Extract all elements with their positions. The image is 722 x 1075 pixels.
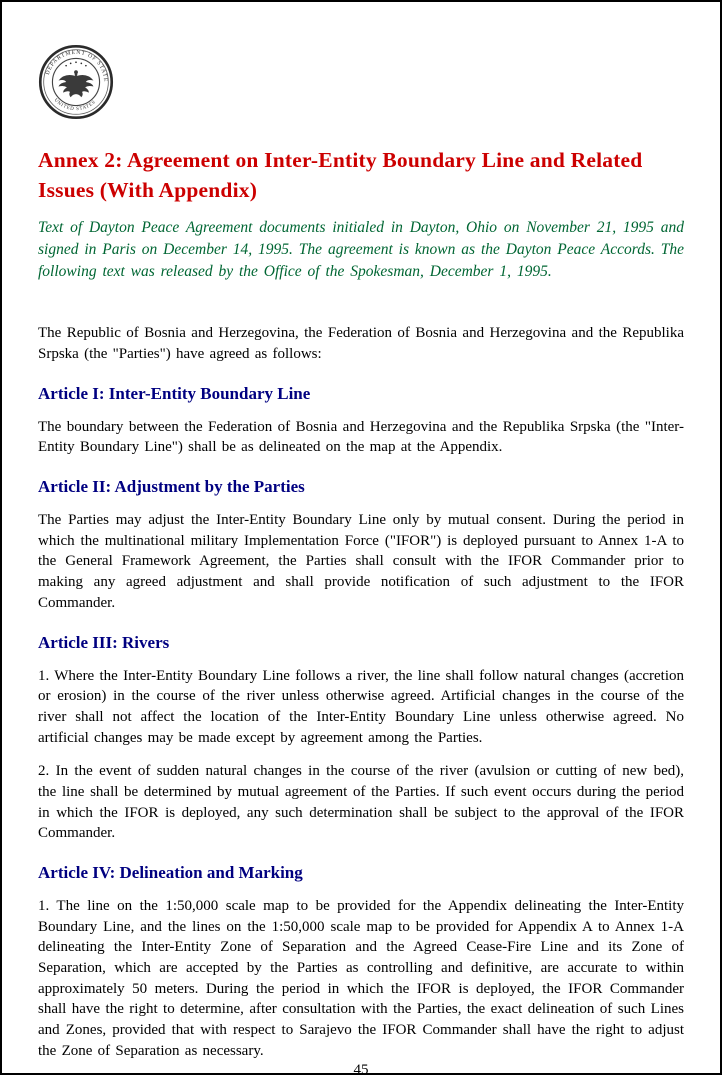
article-4-heading: Article IV: Delineation and Marking <box>38 863 303 882</box>
article-2-paragraph-1: The Parties may adjust the Inter-Entity Boundary Line only by mutual consent. During the period in which the multinational military Implementation Force ("IFOR") is deployed pursuant to Annex 1-A to the General Framework Agreement, the Parties shall consult with the IFOR Commander prior to making any agreed adjustment and shall provide notification of such adjustment to the IFOR Commander. <box>38 512 684 611</box>
seal-graphic <box>38 44 114 120</box>
article-3-paragraph-2: 2. In the event of sudden natural changes in the course of the river (avulsion or cutting of new bed), the line shall be determined by mutual agreement of the Parties. If such event occurs during the period in which the IFOR is deployed, any such determination shall be subject to the approval of the IFOR Commander. <box>38 763 684 842</box>
article-4-paragraph-1: 1. The line on the 1:50,000 scale map to be provided for the Appendix delineating the Inter-Entity Boundary Line, and the lines on the 1:50,000 scale map to be provided for Appendix A to Annex 1-A delineating the Inter-Entity Zone of Separation and the Agreed Cease-Fire Line and its Zone of Separation, which are accepted by the Parties as controlling and definitive, are accurate to within approximately 50 meters. During the period in which the IFOR is deployed, the IFOR Commander shall have the right to determine, after consultation with the Parties, the exact delineation of such Lines and Zones, provided that with respect to Sarajevo the IFOR Commander shall have the right to adjust the Zone of Separation as necessary. <box>38 898 684 1059</box>
article-1-heading: Article I: Inter-Entity Boundary Line <box>38 383 311 403</box>
svg-text:UNITED STATES: UNITED STATES <box>52 97 98 113</box>
preamble-paragraph: The Republic of Bosnia and Herzegovina, the Federation of Bosnia and Herzegovina and the Republika Srpska (the "Parties") have agreed as follows: <box>38 325 684 362</box>
us-department-of-state-seal-icon <box>38 44 114 120</box>
article-2-heading: Article II: Adjustment by the Parties <box>38 477 305 497</box>
document-summary: Text of Dayton Peace Agreement documents initialed in Dayton, Ohio on November 21, 1995 and signed in Paris on December 14, 1995. The agreement is known as the Dayton Peace Accords. The following text was released by the Office of the Spokesman, December 1, 1995. <box>38 219 684 281</box>
article-1-paragraph-1: The boundary between the Federation of Bosnia and Herzegovina and the Republika Srpska (the "Inter-Entity Boundary Line") shall be as delineated on the map at the Appendix. <box>38 418 684 456</box>
article-3-heading: Article III: Rivers <box>38 632 170 652</box>
page-number: 45 <box>353 1061 369 1075</box>
document-title: Annex 2: Agreement on Inter-Entity Boundary Line and Related Issues (With Appendix) <box>38 148 643 202</box>
svg-text:DEPARTMENT OF STATE: DEPARTMENT OF STATE <box>44 49 109 83</box>
article-3-paragraph-1: 1. Where the Inter-Entity Boundary Line follows a river, the line shall follow natural changes (accretion or erosion) in the course of the river unless otherwise agreed. Artificial changes in the course of the river shall not affect the location of the Inter-Entity Boundary Line unless otherwise agreed. No artificial changes may be made except by agreement among the Parties. <box>38 667 684 746</box>
